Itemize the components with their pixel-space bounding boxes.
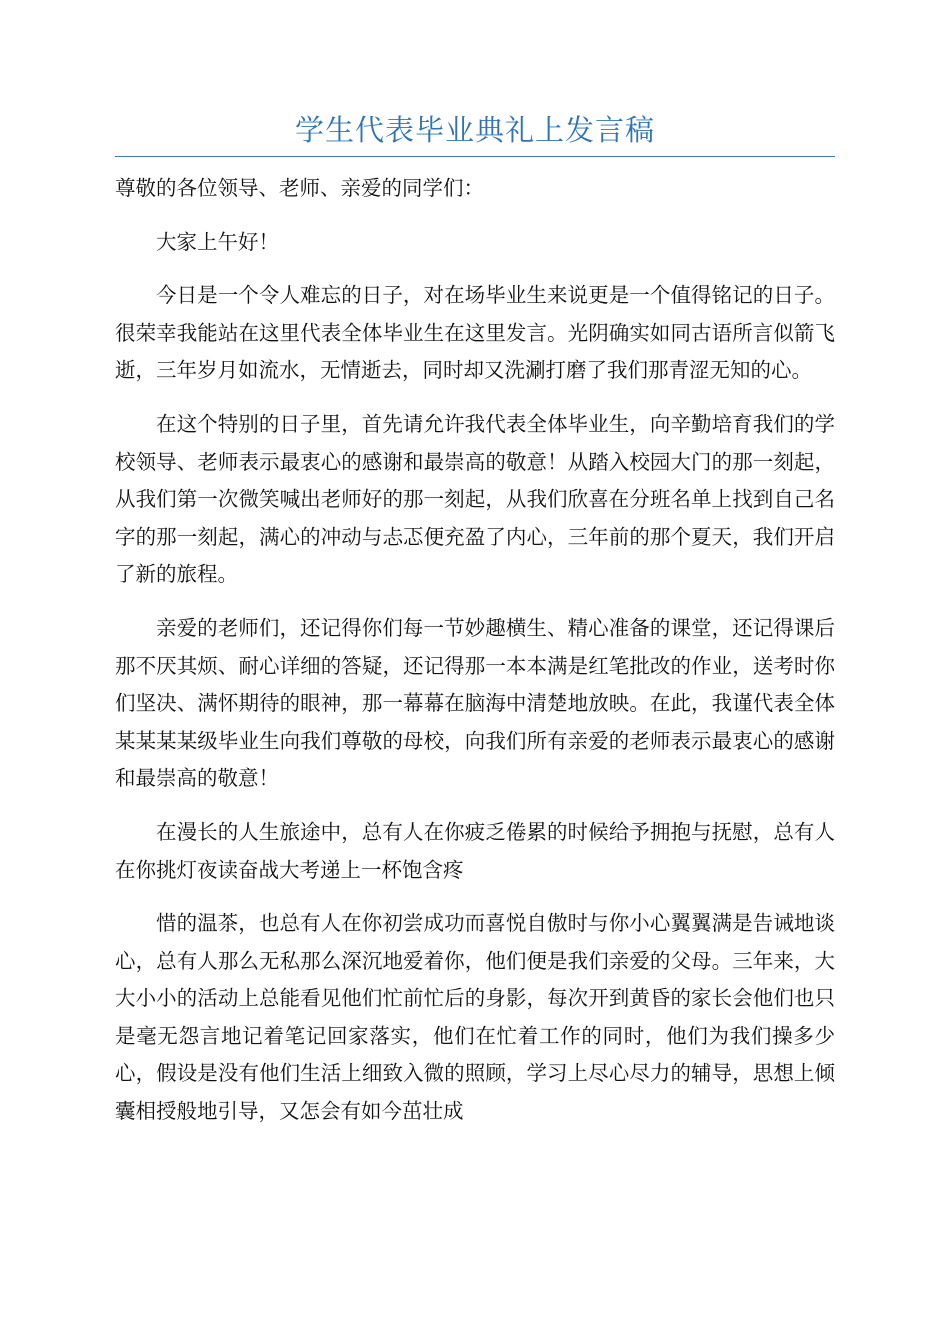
paragraph-thanks-teachers: 亲爱的老师们，还记得你们每一节妙趣横生、精心准备的课堂，还记得课后那不厌其烦、耐心详细的答疑，还记得那一本本满是红笔批改的作业，送考时你们坚决、满怀期待的眼神，那一幕幕在脑海中清楚地放映。在此，我谨代表全体某某某某级毕业生向我们尊敬的母校，向我们所有亲爱的老师表示最衷心的感谢和最崇高的敬意！ (115, 615, 835, 791)
paragraph-intro: 今日是一个令人难忘的日子，对在场毕业生来说更是一个值得铭记的日子。很荣幸我能站在这里代表全体毕业生在这里发言。光阴确实如同古语所言似箭飞逝，三年岁月如流水，无情逝去，同时却又洗涮打磨了我们那青涩无知的心。 (115, 283, 835, 383)
document-title: 学生代表毕业典礼上发言稿 (294, 113, 655, 147)
document-body (115, 170, 835, 1147)
salutation: 尊敬的各位领导、老师、亲爱的同学们： (115, 176, 484, 200)
paragraph-journey: 在漫长的人生旅途中，总有人在你疲乏倦累的时候给予拥抱与抚慰，总有人在你挑灯夜读奋战大考递上一杯饱含疼 (115, 819, 835, 882)
paragraph-greeting: 大家上午好！ (156, 229, 279, 254)
paragraph-parents: 惜的温茶，也总有人在你初尝成功而喜悦自傲时与你小心翼翼满是告诫地谈心，总有人那么无私那么深沉地爱着你，他们便是我们亲爱的父母。三年来，大大小小的活动上总能看见他们忙前忙后的身影，每次开到黄昏的家长会他们也只是毫无怨言地记着笔记回家落实，他们在忙着工作的同时，他们为我们操多少心，假设是没有他们生活上细致入微的照顾，学习上尽心尽力的辅导，思想上倾囊相授般地引导，又怎会有如今茁壮成 (115, 911, 835, 1124)
paragraph-thanks-school: 在这个特别的日子里，首先请允许我代表全体毕业生，向辛勤培育我们的学校领导、老师表示最衷心的感谢和最崇高的敬意！从踏入校园大门的那一刻起，从我们第一次微笑喊出老师好的那一刻起，从我们欣喜在分班名单上找到自己名字的那一刻起，满心的冲动与忐忑便充盈了内心，三年前的那个夏天，我们开启了新的旅程。 (115, 411, 835, 587)
title-block (115, 110, 835, 157)
